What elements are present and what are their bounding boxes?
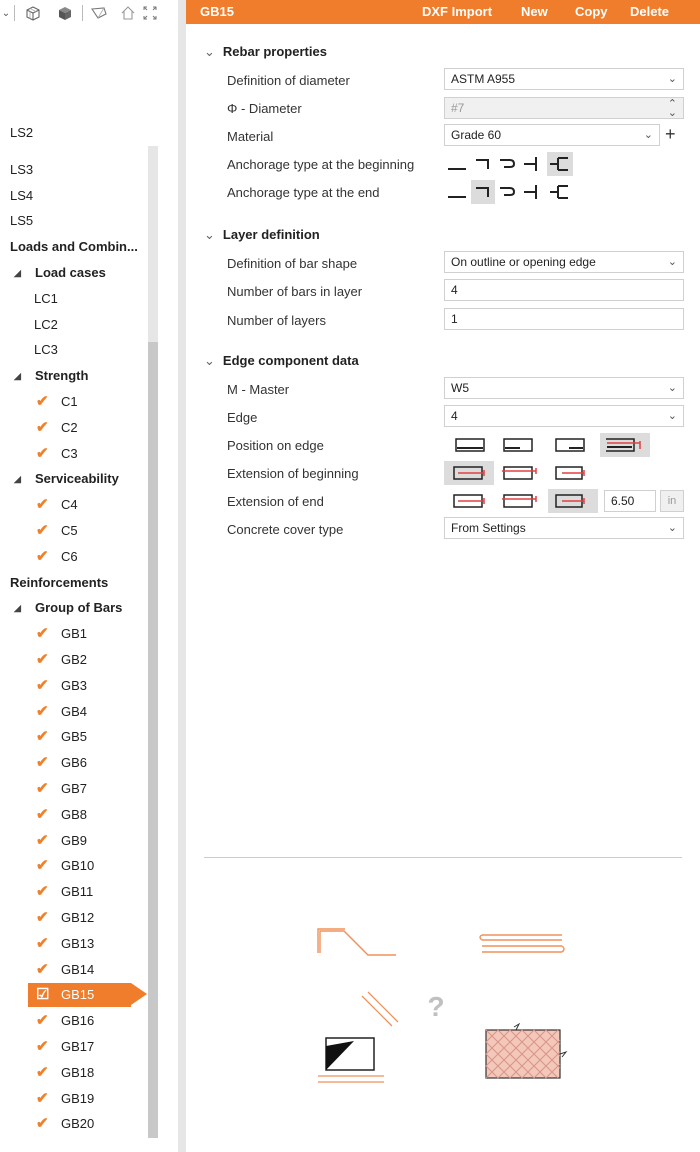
dxf-import-button[interactable]: DXF Import xyxy=(422,4,493,19)
tree-item-label: GB2 xyxy=(61,652,88,667)
position-full-icon[interactable] xyxy=(456,439,484,451)
tree-item-ls4[interactable] xyxy=(0,184,146,208)
tree-item-label: LS4 xyxy=(10,187,34,203)
tree-item-label: Group of Bars xyxy=(35,600,123,616)
diameter-definition-label: Definition of diameter xyxy=(227,73,350,88)
select-value: Grade 60 xyxy=(451,128,502,142)
checkbox-icon[interactable]: ✔ xyxy=(36,1115,49,1133)
checkbox-icon[interactable]: ✔ xyxy=(36,522,49,539)
tree-item-label: Load cases xyxy=(35,265,106,280)
shape-icon[interactable] xyxy=(88,4,110,22)
tree-item-label: GB8 xyxy=(61,806,88,822)
section-layer-definition[interactable] xyxy=(204,227,320,243)
bent-bar-icon xyxy=(318,929,396,955)
extension-begin-label: Extension of beginning xyxy=(227,466,359,481)
tree-item-label: GB16 xyxy=(61,1013,95,1029)
tree-item-label: GB3 xyxy=(61,677,88,693)
section-title: Layer definition xyxy=(222,227,320,242)
number-of-layers-input[interactable] xyxy=(444,308,684,330)
edge-label: Edge xyxy=(227,410,258,425)
tree-item-label: C4 xyxy=(61,497,78,513)
tree-item-label: GB5 xyxy=(61,729,88,745)
tree-item-c1[interactable] xyxy=(0,390,146,414)
tree-item-serviceability[interactable] xyxy=(0,467,146,491)
delete-button[interactable]: Delete xyxy=(630,4,670,19)
tree-item-load-cases[interactable] xyxy=(0,261,146,285)
checkbox-icon[interactable]: ✔ xyxy=(36,418,49,436)
section-title: Edge component data xyxy=(222,353,359,368)
home-icon[interactable] xyxy=(118,4,138,22)
master-label: M - Master xyxy=(227,382,290,397)
extension-option-2-icon[interactable] xyxy=(502,467,536,479)
tree-item-label: GB10 xyxy=(61,858,95,874)
tree-item-gb19[interactable] xyxy=(0,1087,146,1111)
expand-caret-icon[interactable]: ◢ xyxy=(14,474,21,485)
select-value: From Settings xyxy=(451,521,526,535)
tree-item-gb4[interactable] xyxy=(0,700,146,724)
expand-caret-icon[interactable]: ◢ xyxy=(14,268,21,278)
tree-item-label: GB15 xyxy=(61,987,95,1003)
select-value: On outline or opening edge xyxy=(451,255,596,269)
view-toolbar xyxy=(0,0,160,26)
field-value: 1 xyxy=(451,312,458,326)
checkbox-icon[interactable]: ✔ xyxy=(36,909,49,926)
material-select[interactable] xyxy=(444,124,660,146)
headed-anchorage-icon[interactable] xyxy=(550,186,568,198)
anchorage-selection-highlight xyxy=(471,180,495,204)
checkbox-icon[interactable]: ✔ xyxy=(36,676,49,694)
extension-end-label: Extension of end xyxy=(227,494,324,509)
checkbox-icon[interactable]: ✔ xyxy=(36,960,49,978)
plate-anchorage-icon[interactable] xyxy=(524,185,536,199)
checkbox-icon[interactable]: ✔ xyxy=(36,547,49,565)
position-on-edge-label: Position on edge xyxy=(227,438,324,453)
section-rebar-properties[interactable] xyxy=(204,44,327,60)
tree-item-label: GB19 xyxy=(61,1090,95,1106)
diameter-field[interactable] xyxy=(444,97,684,119)
tree-item-label: GB12 xyxy=(61,910,95,925)
chevron-down-icon: ⌄ xyxy=(204,44,215,59)
tree-item-c2[interactable] xyxy=(0,416,146,440)
tree-item-gb15[interactable] xyxy=(28,983,131,1007)
checkbox-icon[interactable]: ✔ xyxy=(36,805,49,823)
copy-button[interactable]: Copy xyxy=(575,4,608,19)
tree-item-group-of-bars[interactable] xyxy=(0,596,146,620)
bar-shape-label: Definition of bar shape xyxy=(227,256,358,271)
hook-anchorage-icon[interactable] xyxy=(476,160,488,169)
tree-item-gb18[interactable] xyxy=(0,1061,146,1085)
extension-end-options xyxy=(444,489,604,513)
tree-item-gb11[interactable] xyxy=(0,880,146,904)
tree-item-label: GB9 xyxy=(61,832,88,848)
anchorage-begin-label: Anchorage type at the beginning xyxy=(227,157,415,172)
wireframe-cube-icon[interactable] xyxy=(22,4,44,22)
bent-anchorage-icon[interactable] xyxy=(500,160,514,167)
tree-item-label: LS2 xyxy=(10,125,34,140)
diameter-label: Φ - Diameter xyxy=(227,101,302,116)
checkbox-icon[interactable]: ✔ xyxy=(36,754,49,772)
unit-label: in xyxy=(660,490,684,512)
bars-in-layer-label: Number of bars in layer xyxy=(227,284,363,299)
rebar-preview xyxy=(186,858,700,1152)
concrete-cover-select[interactable] xyxy=(444,517,684,539)
position-on-edge-options xyxy=(444,433,654,457)
page-title: GB15 xyxy=(200,4,234,19)
navigator-scrollbar[interactable] xyxy=(148,146,158,1138)
expand-caret-icon[interactable]: ◢ xyxy=(14,603,21,614)
tree-item-gb12[interactable] xyxy=(0,906,146,930)
tree-item-label: GB1 xyxy=(61,626,88,642)
field-value: 4 xyxy=(451,283,458,297)
tree-item-label: C3 xyxy=(61,445,78,461)
navigator-panel xyxy=(0,0,160,1152)
toolbar-divider xyxy=(14,5,15,21)
tree-item-c5[interactable] xyxy=(0,519,146,543)
question-mark: ? xyxy=(427,991,445,1022)
select-value: ASTM A955 xyxy=(451,72,516,86)
checkbox-icon[interactable]: ✔ xyxy=(36,1089,49,1107)
anchorage-end-options xyxy=(444,180,584,204)
tree-item-gb10[interactable] xyxy=(0,854,146,878)
chevron-down-icon: ⌄ xyxy=(204,227,215,242)
tree-item-label: LC1 xyxy=(34,290,58,306)
concrete-cover-label: Concrete cover type xyxy=(227,522,344,537)
tree-item-ls2[interactable] xyxy=(0,125,146,156)
extension-begin-options xyxy=(444,461,614,485)
chevron-down-icon: ⌄ xyxy=(204,353,215,368)
tree-item-label: LS5 xyxy=(10,213,34,229)
fullscreen-icon[interactable] xyxy=(142,4,158,22)
tree-item-label: Loads and Combin... xyxy=(10,239,138,255)
add-material-button[interactable]: + xyxy=(665,124,676,144)
tree-item-ls5[interactable] xyxy=(0,209,146,233)
checkbox-icon[interactable]: ✔ xyxy=(36,651,49,668)
tree-item-reinforcements[interactable] xyxy=(0,571,146,595)
checkbox-icon[interactable]: ✔ xyxy=(36,934,49,952)
tree-item-label: LC3 xyxy=(34,342,58,358)
checkbox-icon[interactable]: ✔ xyxy=(36,702,49,720)
select-value: 4 xyxy=(451,409,458,423)
stepper-icon: ⌃ ⌄ xyxy=(667,98,677,119)
tree-item-gb9[interactable] xyxy=(0,829,146,853)
tree-item-label: GB13 xyxy=(61,935,95,951)
chevron-down-icon: ⌄ xyxy=(667,522,677,534)
section-cut-icon xyxy=(318,992,398,1082)
tree-item-gb3[interactable] xyxy=(0,674,146,698)
tree-item-gb20[interactable] xyxy=(0,1112,146,1136)
checkbox-icon[interactable]: ✔ xyxy=(36,831,49,849)
section-title: Rebar properties xyxy=(222,44,327,59)
expand-caret-icon[interactable]: ◢ xyxy=(14,371,21,382)
tree-item-label: GB7 xyxy=(61,781,88,796)
tree-item-loads-and-combin[interactable] xyxy=(0,235,146,259)
extension-option-3-icon[interactable] xyxy=(556,467,584,479)
selection-arrow xyxy=(131,983,147,1005)
panel-splitter[interactable] xyxy=(178,0,186,1152)
tree-item-gb17[interactable] xyxy=(0,1035,146,1059)
position-selection-highlight xyxy=(600,433,650,457)
extension-option-2-icon[interactable] xyxy=(502,495,536,507)
concrete-hatch-icon xyxy=(486,1024,566,1078)
tree-item-label: Serviceability xyxy=(35,471,119,487)
checkbox-icon[interactable]: ✔ xyxy=(36,393,49,410)
tree-item-c4[interactable] xyxy=(0,493,146,517)
tree-item-label: GB17 xyxy=(61,1039,95,1054)
field-value: 6.50 xyxy=(611,494,635,508)
tree-item-gb7[interactable] xyxy=(0,777,146,801)
checkbox-icon[interactable]: ✔ xyxy=(36,728,49,746)
field-value: #7 xyxy=(451,101,465,115)
chevron-down-icon: ⌄ xyxy=(667,382,677,394)
extension-end-input[interactable] xyxy=(604,490,656,512)
chevron-down-icon: ⌄ xyxy=(667,256,677,268)
plate-anchorage-icon[interactable] xyxy=(524,157,536,171)
tree-item-label: LS3 xyxy=(10,161,34,177)
tree-item-label: GB20 xyxy=(61,1116,95,1132)
bent-anchorage-icon[interactable] xyxy=(500,188,514,195)
tree-item-gb13[interactable] xyxy=(0,932,146,956)
edge-select[interactable] xyxy=(444,405,684,427)
checkbox-icon[interactable]: ✔ xyxy=(36,496,49,514)
tree-item-label: GB14 xyxy=(61,961,95,977)
checkbox-icon[interactable]: ✔ xyxy=(36,1063,49,1081)
new-button[interactable]: New xyxy=(521,4,548,19)
layered-bars-icon xyxy=(480,935,564,952)
tree-item-label: C2 xyxy=(61,419,78,435)
extension-option-1-icon[interactable] xyxy=(454,495,484,507)
number-of-layers-label: Number of layers xyxy=(227,313,326,328)
tree-item-label: Reinforcements xyxy=(10,574,109,590)
chevron-down-icon: ⌄ xyxy=(667,73,677,85)
checkbox-icon[interactable]: ✔ xyxy=(36,883,49,901)
scrollbar-thumb[interactable] xyxy=(148,342,158,1138)
tree-item-gb5[interactable] xyxy=(0,725,146,749)
checkbox-icon[interactable]: ✔ xyxy=(36,444,49,462)
section-edge-component[interactable] xyxy=(204,353,359,369)
tree-item-c6[interactable] xyxy=(0,545,146,569)
tree-item-label: GB18 xyxy=(61,1064,95,1080)
tree-item-label: GB11 xyxy=(61,884,94,900)
material-label: Material xyxy=(227,129,274,144)
tree-item-strength[interactable] xyxy=(0,364,146,388)
position-left-icon[interactable] xyxy=(504,439,532,451)
tree-item-label: C5 xyxy=(61,523,78,538)
chevron-down-icon: ⌄ xyxy=(667,410,677,422)
anchorage-begin-options xyxy=(444,152,584,176)
toolbar-divider xyxy=(82,5,83,21)
position-right-icon[interactable] xyxy=(556,439,584,451)
tree-item-label: LC2 xyxy=(34,316,58,332)
tree-item-gb6[interactable] xyxy=(0,751,146,775)
tree-item-gb8[interactable] xyxy=(0,803,146,827)
properties-header xyxy=(186,0,700,24)
tree-item-gb2[interactable] xyxy=(0,648,146,672)
tree-item-c3[interactable] xyxy=(0,442,146,466)
tree-item-lc3[interactable] xyxy=(0,338,146,362)
chevron-down-icon: ⌄ xyxy=(643,129,653,141)
chevron-down-icon[interactable]: ⌄ xyxy=(1,7,11,19)
tree-item-label: GB4 xyxy=(61,703,88,719)
tree-item-label: Strength xyxy=(35,368,89,384)
tree-item-gb1[interactable] xyxy=(0,622,146,646)
tree-item-ls3[interactable] xyxy=(0,158,146,182)
tree-item-lc2[interactable] xyxy=(0,313,146,337)
tree-item-label: C1 xyxy=(61,394,78,409)
tree-item-label: GB6 xyxy=(61,755,88,771)
checkbox-icon[interactable]: ✔ xyxy=(36,1012,49,1030)
checkbox-icon[interactable]: ✔ xyxy=(36,780,49,797)
tree-item-gb16[interactable] xyxy=(0,1009,146,1033)
select-value: W5 xyxy=(451,381,469,395)
diameter-definition-select[interactable] xyxy=(444,68,684,90)
bars-in-layer-input[interactable] xyxy=(444,279,684,301)
bar-shape-select[interactable] xyxy=(444,251,684,273)
solid-cube-icon[interactable] xyxy=(54,4,76,22)
checkbox-icon[interactable]: ☑ xyxy=(36,986,50,1004)
checkbox-icon[interactable]: ✔ xyxy=(36,1038,49,1055)
tree-item-gb14[interactable] xyxy=(0,958,146,982)
anchorage-end-label: Anchorage type at the end xyxy=(227,185,380,200)
checkbox-icon[interactable]: ✔ xyxy=(36,857,49,875)
tree-item-label: C6 xyxy=(61,548,78,564)
checkbox-icon[interactable]: ✔ xyxy=(36,625,49,643)
tree-item-lc1[interactable] xyxy=(0,287,146,311)
properties-panel xyxy=(186,0,700,1152)
master-select[interactable] xyxy=(444,377,684,399)
